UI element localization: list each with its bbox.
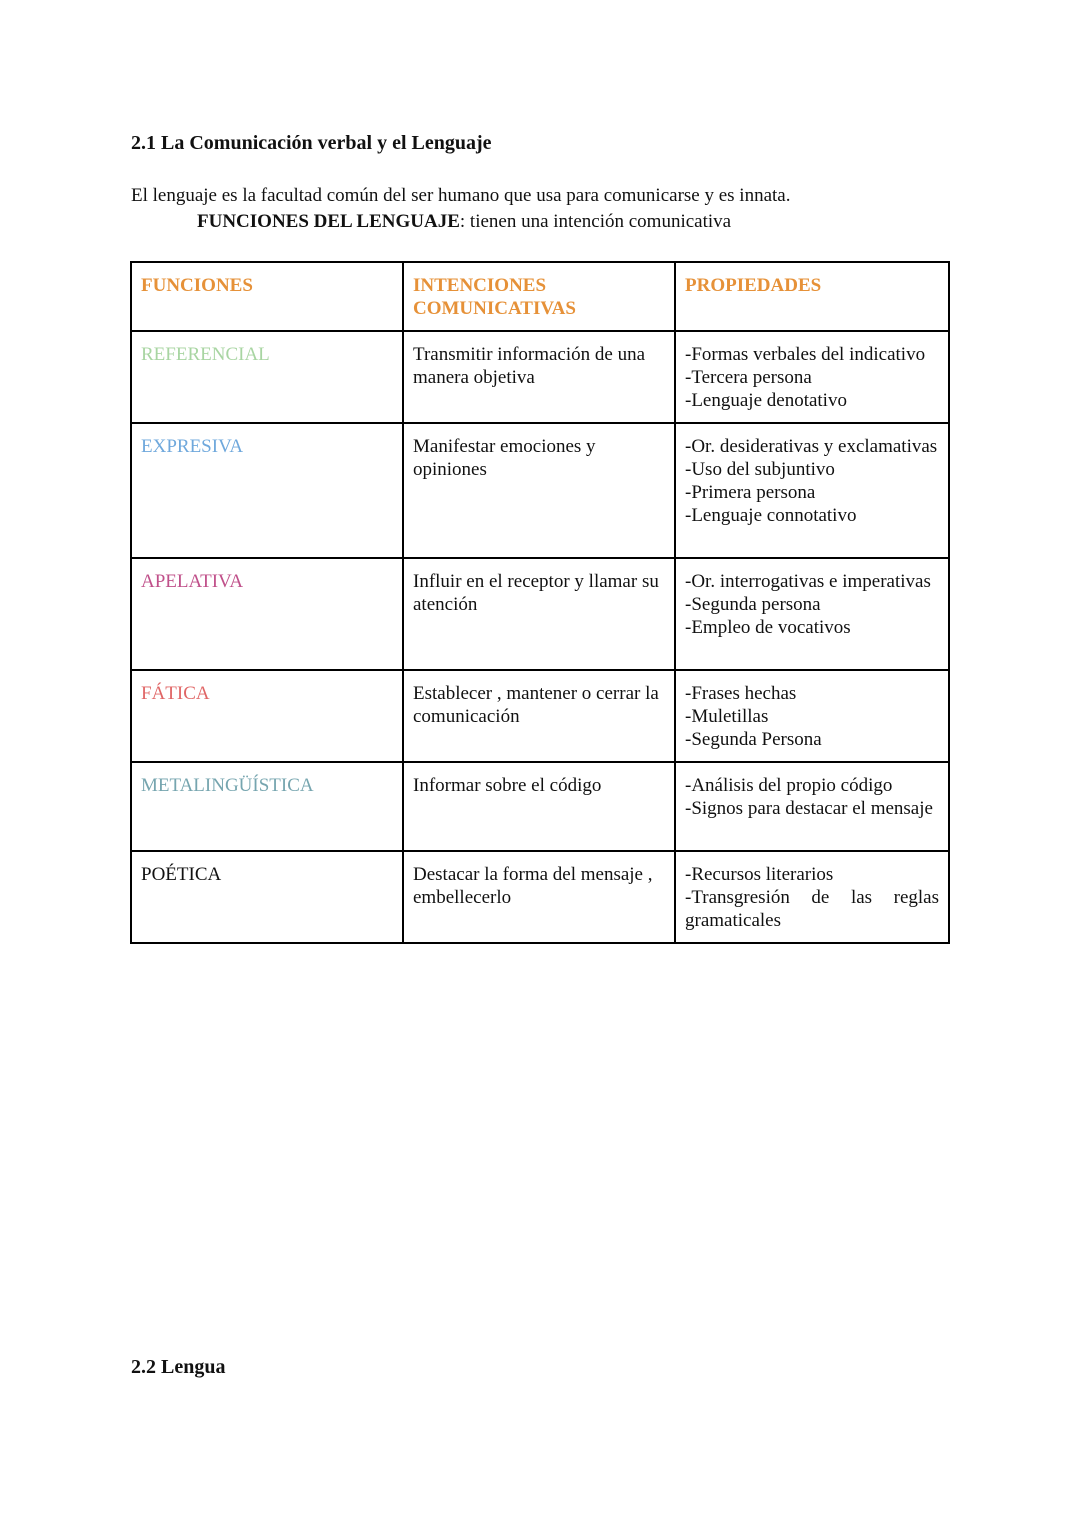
function-purpose: Informar sobre el código: [403, 762, 675, 851]
section-title-lengua: 2.2 Lengua: [131, 1356, 226, 1378]
function-purpose: Influir en el receptor y llamar su atención: [403, 558, 675, 670]
function-name: REFERENCIAL: [131, 331, 403, 423]
function-name: FÁTICA: [131, 670, 403, 762]
function-name: EXPRESIVA: [131, 423, 403, 558]
function-purpose: Establecer , mantener o cerrar la comunicación: [403, 670, 675, 762]
header-intentions: INTENCIONES COMUNICATIVAS: [403, 262, 675, 331]
function-properties: [675, 762, 949, 851]
property-item: -Frases hechas: [685, 683, 797, 704]
table-row: [131, 670, 949, 762]
property-item: -Signos para destacar el mensaje: [685, 798, 933, 819]
property-item: -Lenguaje denotativo: [685, 390, 847, 411]
subheading-bold: FUNCIONES DEL LENGUAJE: [197, 211, 460, 232]
property-item: -Or. interrogativas e imperativas: [685, 571, 931, 592]
table-row: [131, 851, 949, 943]
property-item: -Segunda Persona: [685, 729, 822, 750]
section-title: 2.1 La Comunicación verbal y el Lenguaje: [131, 132, 492, 154]
function-properties: [675, 331, 949, 423]
function-name: APELATIVA: [131, 558, 403, 670]
function-properties: [675, 423, 949, 558]
subheading-rest: : tienen una intención comunicativa: [459, 211, 732, 232]
intro-paragraph: El lenguaje es la facultad común del ser humano que usa para comunicarse y es innata.: [131, 185, 791, 206]
table-row: [131, 558, 949, 670]
table-row: [131, 423, 949, 558]
function-purpose: Transmitir información de una manera objetiva: [403, 331, 675, 423]
language-functions-table: [130, 261, 950, 944]
function-name: POÉTICA: [131, 851, 403, 943]
property-item: -Muletillas: [685, 706, 769, 727]
property-item: -Formas verbales del indicativo: [685, 344, 926, 365]
property-item: -Or. desiderativas y exclamativas: [685, 436, 938, 457]
table-row: [131, 331, 949, 423]
property-item: -Empleo de vocativos: [685, 617, 851, 638]
function-purpose: Manifestar emociones y opiniones: [403, 423, 675, 558]
property-item: -Transgresión de las reglas gramaticales: [685, 887, 939, 931]
function-name: METALINGÜÍSTICA: [131, 762, 403, 851]
property-item: -Recursos literarios: [685, 864, 834, 885]
property-item: -Primera persona: [685, 482, 816, 503]
property-item: -Segunda persona: [685, 594, 821, 615]
header-properties: PROPIEDADES: [675, 262, 949, 331]
table-header-row: [131, 262, 949, 331]
property-item: -Análisis del propio código: [685, 775, 893, 796]
property-item: -Tercera persona: [685, 367, 812, 388]
property-item: -Lenguaje connotativo: [685, 505, 857, 526]
function-properties: [675, 851, 949, 943]
header-functions: FUNCIONES: [131, 262, 403, 331]
property-item: -Uso del subjuntivo: [685, 459, 835, 480]
function-properties: [675, 558, 949, 670]
function-properties: [675, 670, 949, 762]
function-purpose: Destacar la forma del mensaje , embellecerlo: [403, 851, 675, 943]
functions-subheading: [197, 209, 731, 235]
table-row: [131, 762, 949, 851]
